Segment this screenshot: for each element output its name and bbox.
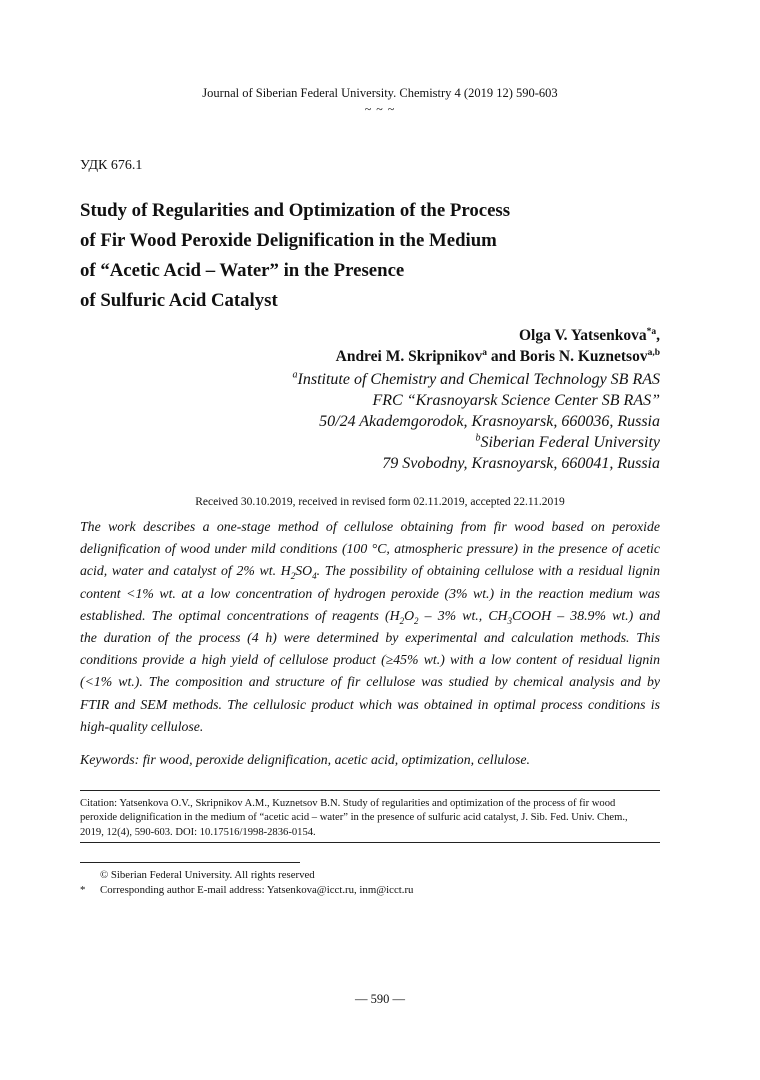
author-affiliation-mark: *a xyxy=(646,326,657,337)
affiliation-line xyxy=(293,369,660,390)
journal-header xyxy=(0,85,760,117)
abstract-text: COOH – 38.9% wt.) and xyxy=(512,607,661,623)
corresponding-author-footnote xyxy=(80,883,413,898)
title-line: of Sulfuric Acid Catalyst xyxy=(80,290,278,311)
author-name: Olga V. Yatsenkova xyxy=(519,327,647,344)
abstract-line: high-quality cellulose. xyxy=(80,718,204,734)
citation-block xyxy=(80,797,660,840)
author-line-1 xyxy=(336,325,660,346)
abstract-text: – 3% wt., CH xyxy=(418,607,508,623)
footnotes xyxy=(80,868,413,898)
affiliation-line: 50/24 Akademgorodok, Krasnoyarsk, 660036, Russia xyxy=(319,413,660,430)
subscript: 2 xyxy=(290,571,296,582)
citation-top-rule xyxy=(80,790,660,791)
paper-title xyxy=(80,196,600,316)
copyright-text: © Siberian Federal University. All rights reserved xyxy=(100,869,315,881)
header-separator: ~ ~ ~ xyxy=(364,102,396,116)
abstract-text: established. The optimal concentrations of reagents (H xyxy=(80,607,400,623)
title-line: of Fir Wood Peroxide Delignification in the Medium xyxy=(80,230,497,251)
title-line: Study of Regularities and Optimization of the Process xyxy=(80,200,511,221)
subscript: 2 xyxy=(414,615,419,626)
asterisk-mark: * xyxy=(80,884,86,896)
subscript: 2 xyxy=(399,615,405,626)
affiliation-line xyxy=(293,432,660,453)
abstract-text: O xyxy=(404,607,415,623)
abstract-text: SO xyxy=(295,563,313,579)
abstract xyxy=(80,516,660,738)
corresponding-author-text: Corresponding author E-mail address: Yatsenkova@icct.ru, inm@icct.ru xyxy=(100,884,414,896)
abstract-line: (<1% wt.). The composition and structure of fir cellulose was studied by chemical analysis and by xyxy=(80,674,660,690)
abstract-line: content <1% wt. at a low concentration of hydrogen peroxide (3% wt.) in the reaction medium was xyxy=(80,585,660,601)
affiliation-line: FRC “Krasnoyarsk Science Center SB RAS” xyxy=(372,392,660,409)
subscript: 3 xyxy=(507,615,513,626)
received-dates: Received 30.10.2019, received in revised form 02.11.2019, accepted 22.11.2019 xyxy=(195,496,565,508)
affiliation-text: Siberian Federal University xyxy=(480,434,660,451)
citation-line: 2019, 12(4), 590-603. DOI: 10.17516/1998-2836-0154. xyxy=(80,826,316,838)
abstract-line xyxy=(80,560,660,582)
author-name: Boris N. Kuznetsov xyxy=(519,348,648,365)
abstract-text: . The possibility of obtaining cellulose with a residual lignin xyxy=(316,563,660,579)
citation-bottom-rule xyxy=(80,842,660,843)
affiliation-line: 79 Svobodny, Krasnoyarsk, 660041, Russia xyxy=(382,455,660,472)
authors-block xyxy=(336,325,660,367)
abstract-line xyxy=(80,605,660,627)
abstract-line: The work describes a one-stage method of cellulose obtaining from fir wood based on peroxide xyxy=(80,519,660,534)
author-affiliation-mark: a xyxy=(482,347,487,358)
abstract-line: the duration of the process (4 h) were determined by experimental and calculation methods. This xyxy=(80,630,660,646)
author-line-2 xyxy=(336,346,660,367)
affiliation-mark: a xyxy=(292,369,298,381)
page-number: — 590 — xyxy=(355,992,405,1006)
abstract-line: conditions provide a high yield of cellulose product (≥45% wt.) with a low content of residual lignin xyxy=(80,652,660,668)
copyright-footnote xyxy=(80,868,413,883)
journal-title: Journal of Siberian Federal University. Chemistry 4 (2019 12) 590-603 xyxy=(202,86,558,100)
author-name: Andrei M. Skripnikov xyxy=(335,348,483,365)
affiliations-block xyxy=(293,369,660,474)
subscript: 4 xyxy=(312,571,317,582)
udk-code: УДК 676.1 xyxy=(80,158,143,173)
author-separator: , xyxy=(656,327,660,344)
author-conjunction: and xyxy=(486,348,520,365)
citation-line: peroxide delignification in the medium of “acetic acid – water” in the presence of sulfuric acid catalyst, J. Sib. Fed. Univ. Chem., xyxy=(80,812,628,824)
footnote-rule xyxy=(80,862,300,863)
abstract-line: delignification of wood under mild conditions (100 °C, atmospheric pressure) in the presence of acetic xyxy=(80,541,660,557)
abstract-line: FTIR and SEM methods. The cellulosic product which was obtained in optimal process conditions is xyxy=(80,696,660,712)
keywords: Keywords: fir wood, peroxide delignification, acetic acid, optimization, cellulose. xyxy=(80,752,530,767)
citation-line: Citation: Yatsenkova O.V., Skripnikov A.M., Kuznetsov B.N. Study of regularities and optimization of the process of fir wood xyxy=(80,798,616,809)
affiliation-mark: b xyxy=(475,432,481,444)
affiliation-text: Institute of Chemistry and Chemical Technology SB RAS xyxy=(297,371,660,388)
abstract-text: acid, water and catalyst of 2% wt. H xyxy=(80,563,291,579)
author-affiliation-mark: a,b xyxy=(647,347,660,358)
title-line: of “Acetic Acid – Water” in the Presence xyxy=(80,260,405,281)
